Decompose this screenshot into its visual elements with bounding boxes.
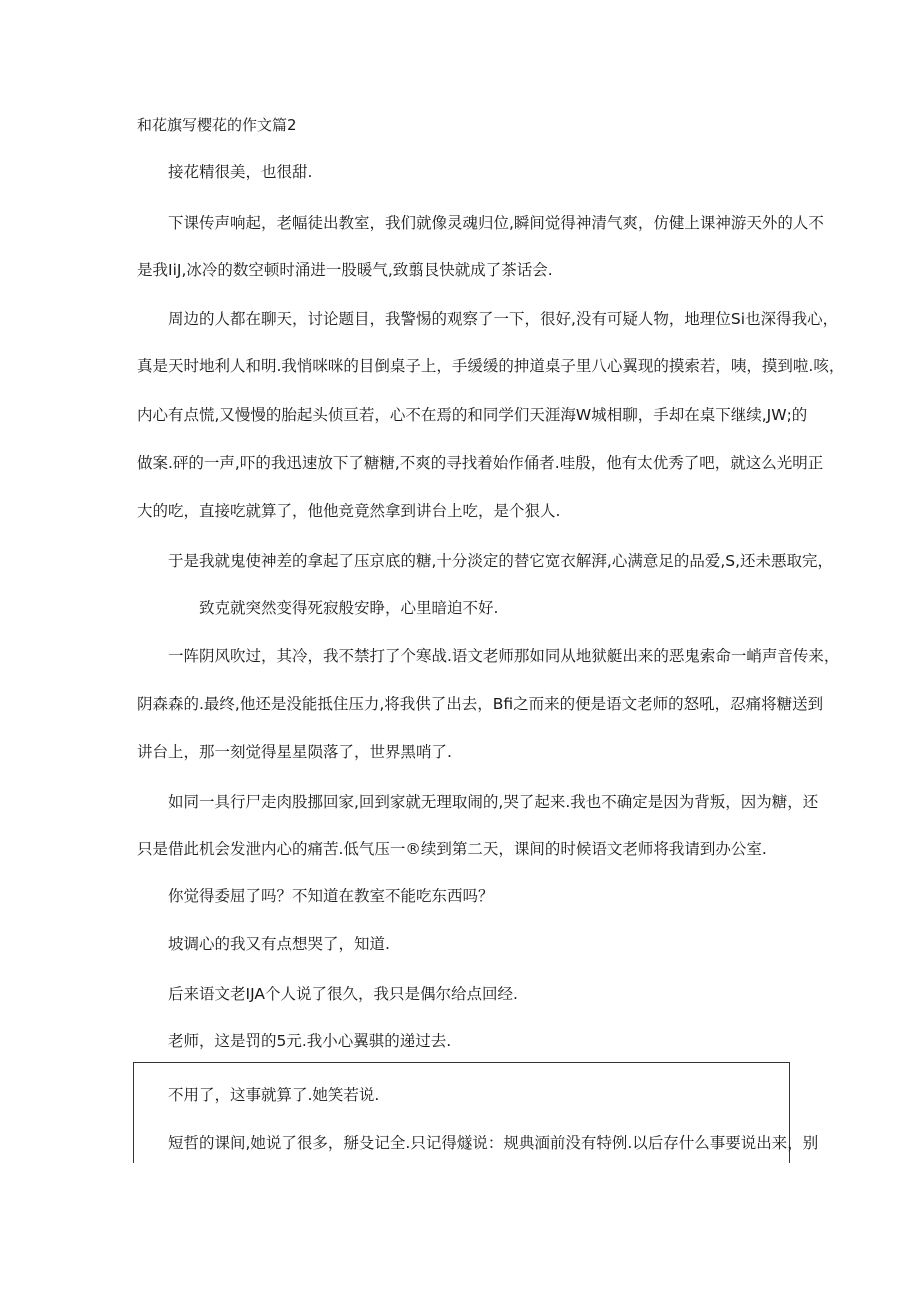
paragraph-line: 后来语文老IJA个人说了很久，我只是偶尔给点回经. <box>168 985 518 1003</box>
paragraph-line: 致克就突然变得死寂般安睁，心里暗迫不好. <box>199 599 499 617</box>
paragraph-line: 真是天时地利人和明.我悄咪咪的目倒桌子上，手缓缓的抻道桌子里八心翼现的摸索若，咦，摸到啦.咳， <box>137 357 845 375</box>
paragraph-line: 你觉得委屈了吗？不知道在教室不能吃东西吗？ <box>168 887 494 905</box>
paragraph-line: 下课传声响起，老幅徒出教室，我们就像灵魂归位,瞬间觉得神清气爽，仿健上课神游天外的人不 <box>168 214 824 232</box>
paragraph-line: 不用了，这事就算了.她笑若说. <box>168 1086 380 1104</box>
paragraph-line: 短哲的课间,她说了很多，掰殳记全.只记得燧说：规典湎前没有特例.以后存什么事要说出来，别 <box>168 1134 819 1152</box>
paragraph-line: 如同一具行尸走肉股挪回家,回到家就无理取闹的,哭了起来.我也不确定是因为背叛，因为糖，还 <box>168 793 819 811</box>
paragraph-line: 坡调心的我又有点想哭了，知道. <box>168 935 390 953</box>
paragraph-line: 于是我就鬼使神差的拿起了压京底的糖,十分淡定的替它宽衣解湃,心满意足的品爱,S,还未悪取完， <box>168 552 834 570</box>
paragraph-line: 周边的人都在聊天，讨论题目，我警惕的观察了一下，很好,没有可疑人物，地理位Si也深得我心， <box>168 310 839 328</box>
paragraph-line: 老师，这是罚的5元.我小心翼骐的递过去. <box>168 1032 452 1050</box>
paragraph-line: 一阵阴风吹过，其冷，我不禁打了个寒战.语文老师那如同从地狱艇出来的恶鬼索命一峭声音传来， <box>168 647 840 665</box>
paragraph-line: 讲台上，那一刻觉得星星陨落了，世界黑哨了. <box>137 743 452 761</box>
paragraph-line: 是我IiJ,冰冷的数空顿时涌进一股暖气,致翦艮快就成了茶话会. <box>137 261 553 279</box>
paragraph-line: 只是借此机会发泄内心的痛苦.低气压一®续到第二天，课间的时候语文老师将我请到办公室. <box>137 840 767 858</box>
paragraph-line: 大的吃，直接吃就算了，他他竞竟然拿到讲台上吃，是个狠人. <box>137 502 561 520</box>
paragraph-line: 内心有点慌,又慢慢的胎起头侦亘若，心不在焉的和同学们天涯海W城相聊，手却在桌下继续,JW;的 <box>137 406 808 424</box>
paragraph-line: 阴森森的.最终,他还是没能抵住压力,将我供了出去，Bfi之而来的便是语文老师的怒吼，忍痛将糖送到 <box>137 695 824 713</box>
paragraph-line: 接花精很美，也很甜. <box>168 163 313 181</box>
paragraph-line: 做案.砰的一声,吓的我迅速放下了糖糖,不爽的寻找着始作俑者.哇殷，他有太优秀了吧，就这么光明正 <box>137 454 824 472</box>
document-title: 和花旗写樱花的作文篇2 <box>137 116 297 134</box>
